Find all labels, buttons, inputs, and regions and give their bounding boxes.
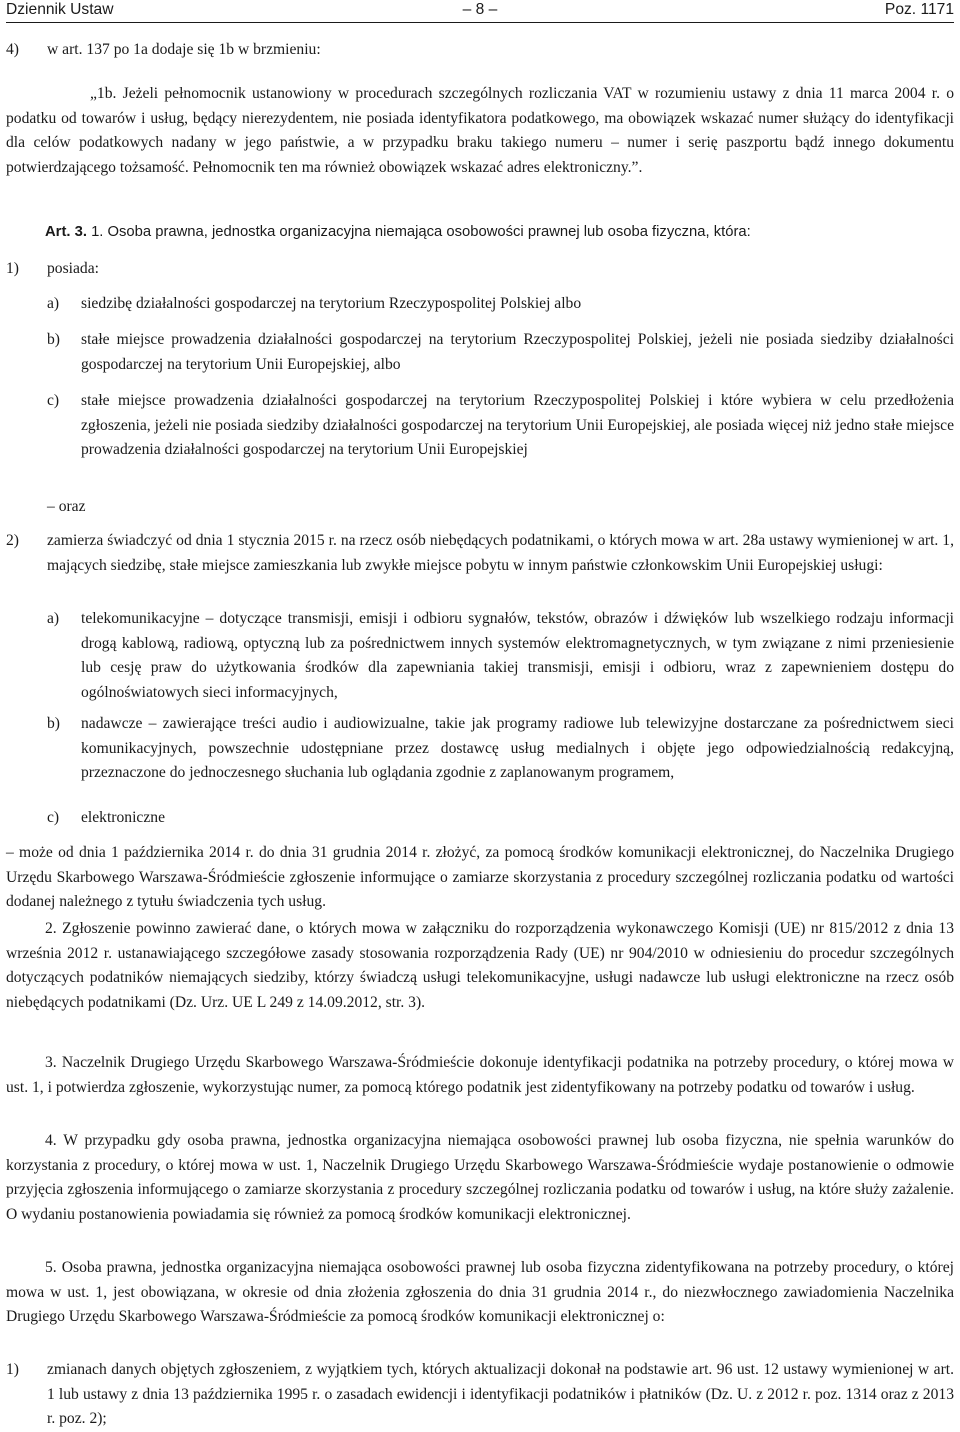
item-1-letter-b-text: stałe miejsce prowadzenia działalności gospodarczej na terytorium Rzeczypospolitej Polskiej, jeżeli nie posiada siedziby działalności gospodarczej na terytorium Unii Europejskiej, albo bbox=[81, 331, 954, 373]
item-1-text: posiada: bbox=[47, 260, 99, 277]
item-1-tail: – oraz bbox=[47, 498, 86, 515]
article-label: Art. 3. bbox=[45, 224, 87, 240]
item-2-letter-a-text: telekomunikacyjne – dotyczące transmisji, emisji i odbioru sygnałów, tekstów, obrazów i dźwięków lub wszelkiego rodzaju informacji drogą kablową, radiową, optyczną lub za pośrednictwem innych systemów elektromagnetycznych, w tym związane z nimi przeniesienie lub cesję praw do użytkowania środków dla zapewniania takiej transmisji, emisji i odbioru, wraz z zapewnieniem dostępu do ogólnoświatowych sieci informacyjnych, bbox=[81, 610, 954, 702]
item-number: 4) bbox=[6, 41, 19, 58]
art3-closing: – może od dnia 1 października 2014 r. do dnia 31 grudnia 2014 r. złożyć, za pomocą środków komunikacji elektronicznej, do Naczelnika Drugiego Urzędu Skarbowego Warszawa-Śródmieście zgłoszenie informujące o zamiarze skorzystania z procedury szczególnej rozliczania podatku od wartości dodanej należnego z tytułu świadczenia tych usług. bbox=[6, 844, 954, 911]
item-1-letter-a-text: siedzibę działalności gospodarczej na terytorium Rzeczypospolitej Polskiej albo bbox=[81, 295, 582, 312]
quoted-paragraph-1b: „1b. Jeżeli pełnomocnik ustanowiony w procedurach szczególnych rozliczania VAT w rozumieniu ustawy z dnia 11 marca 2004 r. o podatku od towarów i usług, będący nierezydentem, nie posiada identyfikatora podatkowego, ma obowiązek wskazać numer służący do identyfikacji dla celów podatkowych nadany w jego państwie, a w przypadku braku takiego numeru – numer i serię paszportu bądź innego dokumentu potwierdzającego tożsamość. Pełnomocnik ten ma również obowiązek wskazać adres elektroniczny.”. bbox=[6, 85, 954, 177]
letter-a: a) bbox=[47, 610, 60, 627]
letter-b: b) bbox=[47, 715, 60, 732]
page-header bbox=[6, 0, 954, 23]
art3-paragraph-5: 5. Osoba prawna, jednostka organizacyjna niemająca osobowości prawnej lub osoba fizyczna zidentyfikowana na potrzeby procedury, o której mowa w ust. 1, jest obowiązana, w okresie od dnia złożenia zgłoszenia do dnia 31 grudnia 2014 r., do niezwłocznego zawiadomienia Naczelnika Drugiego Urzędu Skarbowego Warszawa-Śródmieście za pomocą środków komunikacji elektronicznej o: bbox=[6, 1259, 954, 1326]
art3-paragraph-1 bbox=[6, 220, 954, 244]
item-2-letter-c-text: elektroniczne bbox=[81, 809, 165, 826]
page-number: – 8 – bbox=[462, 1, 498, 18]
letter-c: c) bbox=[47, 392, 60, 409]
item-number: 1) bbox=[6, 260, 19, 277]
letter-a: a) bbox=[47, 295, 60, 312]
art3-paragraph-2: 2. Zgłoszenie powinno zawierać dane, o których mowa w załączniku do rozporządzenia wykonawczego Komisji (UE) nr 815/2012 z dnia 13 września 2012 r. ustanawiającego szczegółowe zasady stosowania rozporządzenia Rady (UE) nr 904/2010 w odniesieniu do procedur szczególnych dotyczących podatników niemających siedziby, którzy świadczą usługi telekomunikacyjne, usługi nadawcze lub usługi elektroniczne na rzecz osób niebędących podatnikami (Dz. Urz. UE L 249 z 14.09.2012, str. 3). bbox=[6, 920, 954, 1012]
art3-paragraph-1-text: 1. Osoba prawna, jednostka organizacyjna niemająca osobowości prawnej lub osoba fizyczna, która: bbox=[91, 224, 751, 240]
art3-paragraph-4: 4. W przypadku gdy osoba prawna, jednostka organizacyjna niemająca osobowości prawnej lub osoba fizyczna, nie spełnia warunków do korzystania z procedury, o której mowa w ust. 1, Naczelnik Drugiego Urzędu Skarbowego Warszawa-Śródmieście wydaje postanowienie o odmowie przyjęcia zgłoszenia informującego o zamiarze skorzystania z procedury szczególnej rozliczania podatku od towarów i usług, na które służy zażalenie. O wydaniu postanowienia powiadamia się również za pomocą środków komunikacji elektronicznej. bbox=[6, 1132, 954, 1224]
position-number: Poz. 1171 bbox=[884, 1, 954, 18]
amendment-intro: w art. 137 po 1a dodaje się 1b w brzmieniu: bbox=[47, 41, 321, 58]
journal-title: Dziennik Ustaw bbox=[6, 1, 114, 18]
art3-paragraph-3: 3. Naczelnik Drugiego Urzędu Skarbowego Warszawa-Śródmieście dokonuje identyfikacji podatnika na potrzeby procedury, o której mowa w ust. 1, i potwierdza zgłoszenie, wykorzystując numer, za pomocą którego podatnik jest zidentyfikowany na potrzeby podatku od towarów i usług. bbox=[6, 1054, 954, 1096]
letter-b: b) bbox=[47, 331, 60, 348]
item-2-letter-b-text: nadawcze – zawierające treści audio i audiowizualne, takie jak programy radiowe lub telewizyjne dostarczane za pośrednictwem sieci komunikacyjnych, powszechnie udostępniane przez dostawcę usług medialnych i objęte jego odpowiedzialnością redakcyjną, przeznaczone do jednoczesnego słuchania lub oglądania zgodnie z zaplanowanym programem, bbox=[81, 715, 954, 782]
item-1-letter-c-text: stałe miejsce prowadzenia działalności gospodarczej na terytorium Rzeczypospolitej Polskiej i które wybiera w celu przedłożenia zgłoszenia, jeżeli nie posiada siedziby działalności gospodarczej na terytorium Unii Europejskiej, ale posiada więcej niż jedno stałe miejsce prowadzenia działalności gospodarczej na terytorium Unii Europejskiej bbox=[81, 392, 954, 459]
item-2-text: zamierza świadczyć od dnia 1 stycznia 2015 r. na rzecz osób niebędących podatnikami, o których mowa w art. 28a ustawy wymienionej w art. 1, mających siedzibę, stałe miejsce zamieszkania lub zwykłe miejsce pobytu w innym państwie członkowskim Unii Europejskiej usługi: bbox=[47, 532, 954, 574]
p5-item-1-text: zmianach danych objętych zgłoszeniem, z wyjątkiem tych, których aktualizacji dokonał na podstawie art. 96 ust. 12 ustawy wymienionej w art. 1 lub ustawy z dnia 13 października 1995 r. o zasadach ewidencji i identyfikacji podatników i płatników (Dz. U. z 2012 r. poz. 1314 oraz z 2013 r. poz. 2); bbox=[47, 1361, 954, 1428]
letter-c: c) bbox=[47, 809, 60, 826]
item-number: 1) bbox=[6, 1361, 19, 1378]
item-number: 2) bbox=[6, 532, 19, 549]
